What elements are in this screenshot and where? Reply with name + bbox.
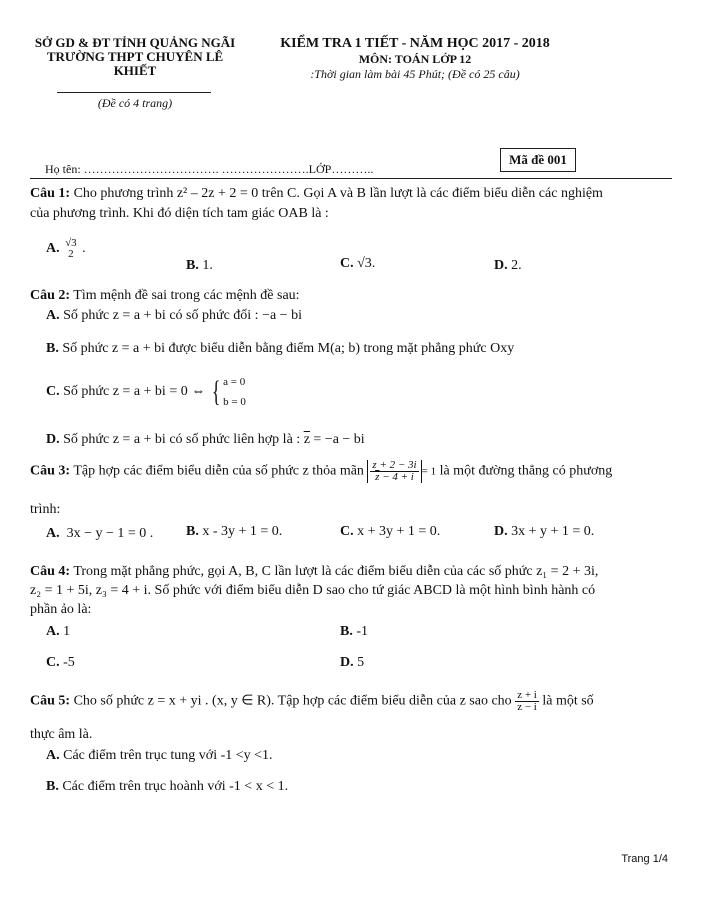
q4-option-c-label: C.	[46, 655, 60, 670]
question-3	[30, 460, 612, 483]
time-note: :Thời gian làm bài 45 Phút; (Đề có 25 câu)	[310, 67, 520, 81]
question-1-label: Câu 1:	[30, 186, 71, 201]
q3-frac-den-z: $\overline{z}$	[375, 471, 380, 483]
q2-option-b-label: B.	[46, 341, 59, 356]
q3-frac-num: z + 2 − 3i	[372, 459, 417, 471]
question-4-label: Câu 4:	[30, 564, 71, 579]
department-heading	[30, 36, 240, 78]
q1-option-a-num: √3	[65, 237, 77, 249]
q5-fraction	[515, 690, 539, 713]
exam-title: KIỂM TRA 1 TIẾT - NĂM HỌC 2017 - 2018	[280, 36, 550, 51]
question-3-text-b: là một đường thẳng có phương	[436, 463, 613, 479]
q3-option-a-text: 3x − y − 1 = 0 .	[66, 526, 154, 541]
q4-option-d-label: D.	[340, 655, 354, 670]
q1-option-a-fraction	[63, 238, 79, 260]
q5-option-b-label: B.	[46, 779, 59, 794]
q4-option-b-text: -1	[356, 624, 369, 639]
q3-option-d-text: 3x + y + 1 = 0.	[511, 524, 595, 539]
q2-option-d-label: D.	[46, 432, 60, 447]
q2-option-a	[46, 308, 302, 324]
q5-frac-den: z − i	[517, 701, 537, 713]
question-2	[30, 288, 300, 304]
header-divider	[57, 92, 211, 93]
q3-option-d-label: D.	[494, 524, 508, 539]
question-1-text-a: Cho phương trình	[73, 186, 177, 201]
question-1-line2: của phương trình. Khi đó diện tích tam giác OAB là :	[30, 206, 329, 221]
question-5-text-a: Cho số phức z = x + yi . (x, y ∈ R). Tập hợp các điểm biểu diễn của z sao cho	[73, 693, 516, 709]
question-5-label: Câu 5:	[30, 693, 71, 709]
q2-option-c-sys1: a = 0	[223, 376, 246, 388]
q1-option-c-text: √3.	[357, 256, 376, 271]
q3-abs-fraction	[367, 460, 421, 483]
department-name: SỞ GD & ĐT TỈNH QUẢNG NGÃI	[34, 35, 236, 50]
question-5	[30, 690, 594, 713]
header-rule	[30, 178, 672, 179]
q1-option-d-label: D.	[494, 258, 508, 273]
q5-frac-num: z + i	[517, 689, 537, 701]
question-1	[30, 186, 603, 202]
q3-option-b-label: B.	[186, 524, 199, 539]
q4-option-a-text: 1	[63, 624, 71, 639]
q2-option-a-label: A.	[46, 308, 60, 323]
q1-option-c	[340, 256, 375, 272]
q3-option-c	[340, 524, 440, 540]
q4-option-d	[340, 655, 364, 671]
exam-code-box: Mã đề 001	[500, 148, 576, 172]
q1-option-d	[494, 258, 522, 274]
q4-option-b-label: B.	[340, 624, 353, 639]
brace-icon: {	[211, 375, 221, 408]
q1-option-a-label: A.	[46, 241, 60, 257]
q1-option-c-label: C.	[340, 256, 354, 271]
subject-title: MÔN: TOÁN LỚP 12	[358, 52, 472, 66]
question-1-equation: z² – 2z + 2 = 0	[176, 186, 259, 201]
school-name-line1: TRƯỜNG THPT CHUYÊN LÊ	[46, 49, 224, 64]
question-3-label: Câu 3:	[30, 463, 71, 479]
school-name-line2: KHIẾT	[113, 63, 157, 78]
question-2-label: Câu 2:	[30, 288, 71, 303]
q2-option-d-text: Số phức z = a + bi có số phức liên hợp là :	[63, 432, 304, 447]
q1-option-d-text: 2.	[511, 258, 522, 273]
q2-option-a-text: Số phức z = a + bi có số phức đối : −a − bi	[63, 308, 302, 323]
q3-fraction	[370, 460, 418, 483]
q4-option-a-label: A.	[46, 624, 60, 639]
q3-equals-one: = 1	[421, 465, 437, 478]
q5-option-a-text: Các điểm trên trục tung với -1 <y <1.	[63, 748, 273, 763]
q2-option-c-label: C.	[46, 384, 60, 400]
q2-option-c-text: Số phức z = a + bi = 0 ⇔	[63, 384, 209, 400]
question-5-text-b: là một số	[538, 693, 594, 709]
q1-option-b-label: B.	[186, 258, 199, 273]
question-2-text: Tìm mệnh đề sai trong các mệnh đề sau:	[70, 288, 300, 303]
q2-option-b	[46, 341, 514, 357]
q3-frac-den-rest: − 4 + i	[379, 471, 414, 483]
q1-option-a-den: 2	[68, 248, 74, 260]
q4-option-a	[46, 624, 70, 640]
q1-option-a: A. √3 2 .	[46, 237, 86, 260]
q3-option-c-text: x + 3y + 1 = 0.	[357, 524, 441, 539]
q5-option-b-text: Các điểm trên trục hoành với -1 < x < 1.	[62, 779, 289, 794]
q2-option-d-conj: $\overline{z}$	[303, 432, 310, 447]
q3-option-b-text: x - 3y + 1 = 0.	[202, 524, 283, 539]
q2-option-c-system	[223, 372, 246, 412]
q2-option-c-sys2: b = 0	[223, 396, 246, 408]
q5-option-a-label: A.	[46, 748, 60, 763]
q3-option-d	[494, 524, 594, 540]
q4-option-c	[46, 655, 75, 671]
q4-option-b	[340, 624, 368, 640]
student-name-line: Họ tên: ……………………………. ………………….LỚP………..	[45, 162, 374, 176]
q3-option-c-label: C.	[340, 524, 354, 539]
question-4-line3: phần ảo là:	[30, 602, 92, 617]
q4-option-c-text: -5	[63, 655, 75, 670]
pages-note: (Đề có 4 trang)	[97, 96, 173, 110]
q3-option-a-label: A.	[46, 526, 60, 541]
question-1-text-b: trên C. Gọi A và B lần lượt là các điểm biểu diễn các nghiệm	[258, 186, 603, 201]
question-4-line1: Trong mặt phẳng phức, gọi A, B, C lần lượt là các điểm biểu diễn của các số phức z₁ = 2 + 3i,	[73, 564, 599, 579]
q2-option-b-text: Số phức z = a + bi được biểu diễn bằng điểm M(a; b) trong mặt phẳng phức Oxy	[62, 341, 515, 356]
q5-option-a	[46, 748, 273, 764]
q2-option-d-rest: = −a − bi	[309, 432, 365, 447]
question-5-line2: thực âm là.	[30, 727, 93, 742]
q3-option-a	[46, 526, 153, 542]
q2-option-d	[46, 432, 365, 448]
question-3-text-a: Tập hợp các điểm biểu diễn của số phức z thỏa mãn	[73, 463, 368, 479]
question-4	[30, 564, 598, 580]
q1-option-b-text: 1.	[202, 258, 213, 273]
question-3-line2: trình:	[30, 502, 61, 517]
q5-option-b	[46, 779, 288, 795]
q2-option-c	[46, 372, 246, 412]
q3-option-b	[186, 524, 282, 540]
page-number: Trang 1/4	[621, 853, 668, 865]
q4-option-d-text: 5	[357, 655, 365, 670]
question-4-line2: z₂ = 1 + 5i, z₃ = 4 + i. Số phức với điểm biểu diễn D sao cho tứ giác ABCD là một hình bình hành có	[30, 583, 596, 598]
q1-option-b	[186, 258, 213, 274]
